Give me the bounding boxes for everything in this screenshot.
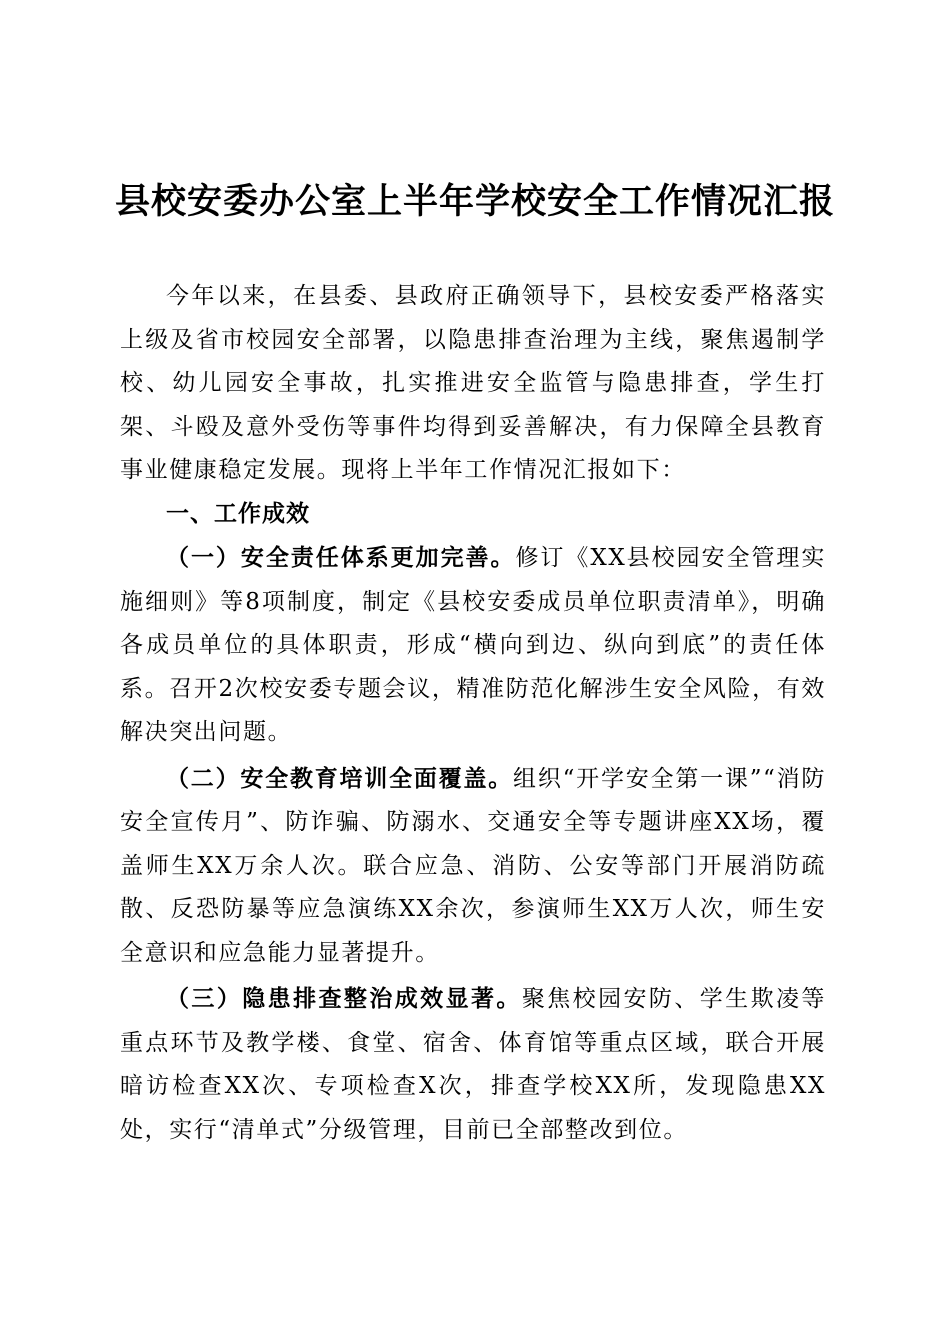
- intro-paragraph: 今年以来，在县委、县政府正确领导下，县校安委严格落实上级及省市校园安全部署，以隐患排查治理为主线，聚焦遏制学校、幼儿园安全事故，扎实推进安全监管与隐患排查，学生打架、斗殴及意外受伤等事件均得到妥善解决，有力保障全县教育事业健康稳定发展。现将上半年工作情况汇报如下：: [120, 283, 826, 483]
- item-text: 修订《XX县校园安全管理实施细则》等8项制度，制定《县校安委成员单位职责清单》，明确各成员单位的具体职责，形成“横向到边、纵向到底”的责任体系。召开2次校安委专题会议，精准防范化解涉生安全风险，有效解决突出问题。: [120, 545, 826, 745]
- item-paragraph-hazards: [120, 977, 826, 1152]
- item-text: 聚焦校园安防、学生欺凌等重点环节及教学楼、食堂、宿舍、体育馆等重点区域，联合开展暗访检查XX次、专项检查X次，排查学校XX所，发现隐患XX处，实行“清单式”分级管理，目前已全部整改到位。: [120, 986, 827, 1143]
- item-paragraph-responsibility: [120, 536, 826, 755]
- document-body: [120, 275, 826, 1152]
- item-subtitle: （三）隐患排查整治成效显著。: [166, 985, 522, 1012]
- section-heading-work-results: 一、工作成效: [166, 500, 310, 527]
- item-text: 组织“开学安全第一课”“消防安全宣传月”、防诈骗、防溺水、交通安全等专题讲座XX场，覆盖师生XX万余人次。联合应急、消防、公安等部门开展消防疏散、反恐防暴等应急演练XX余次，参演师生XX万人次，师生安全意识和应急能力显著提升。: [120, 765, 826, 966]
- item-subtitle: （二）安全教育培训全面覆盖。: [166, 764, 514, 792]
- document-title: 县校安委办公室上半年学校安全工作情况汇报: [114, 181, 835, 222]
- item-subtitle: （一）安全责任体系更加完善。: [166, 544, 516, 571]
- item-paragraph-education: [120, 757, 826, 976]
